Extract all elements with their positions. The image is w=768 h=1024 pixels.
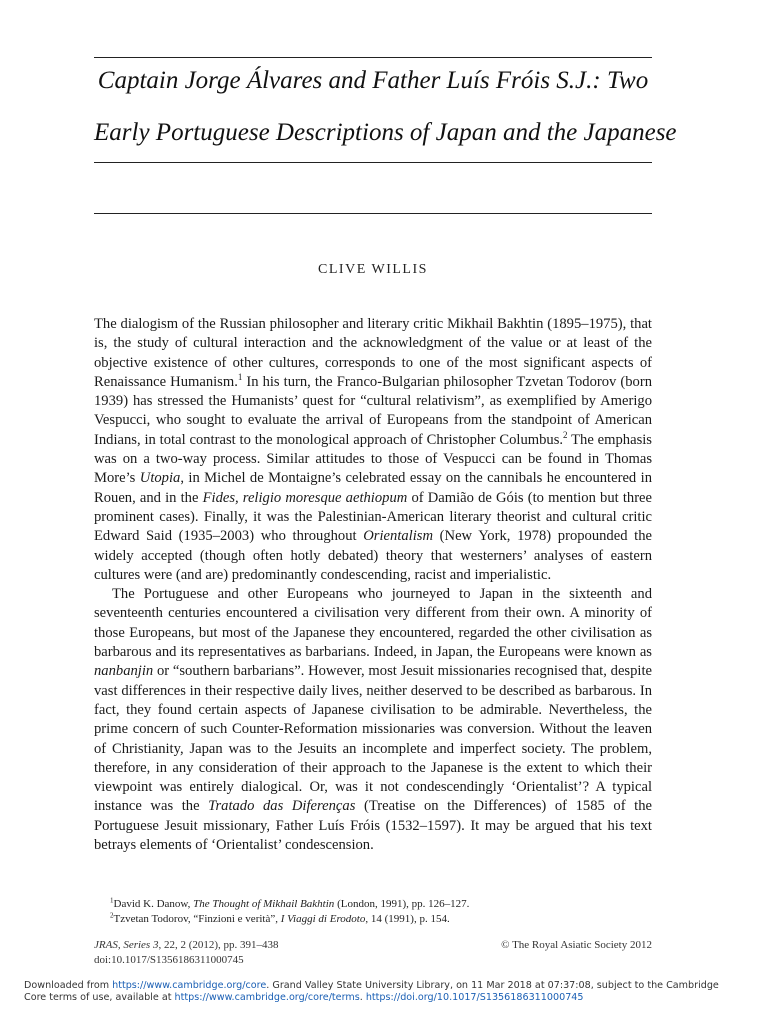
journal-info (94, 938, 279, 968)
download-text-1: Downloaded from (24, 980, 113, 991)
title-tratado: Tratado das Diferenças (208, 798, 356, 815)
footnote-1-title: The Thought of Mikhail Bakhtin (193, 898, 335, 910)
paragraph-2 (94, 585, 652, 855)
term-nanbanjin: nanbanjin (94, 663, 154, 680)
footnote-ref-1[interactable]: 1 (237, 372, 243, 383)
footnote-2-title: I Viaggi di Erodoto (280, 913, 366, 925)
journal-citation (94, 938, 279, 953)
doi-link[interactable]: https://doi.org/10.1017/S1356186311000745 (365, 992, 584, 1003)
footnote-1 (110, 897, 650, 912)
title-fides: Fides, religio moresque aethiopum (202, 489, 408, 506)
para1-text-1: The dialogism of the Russian philosopher and literary critic Mikhail Bakhtin (1895–1975), that is, the study of cultural interaction and the acknowledgment of the value or at least of the objective existence of other cultures, corresponds to one of the most significant aspects of Renaissance Humanism. (94, 316, 652, 390)
cambridge-core-link[interactable]: https://www.cambridge.org/core (112, 980, 267, 991)
copyright-notice: © The Royal Asiatic Society 2012 (501, 939, 652, 951)
para1-text-3: The emphasis was on a two-way process. Similar attitudes to those of Vespucci can be found in Thomas More’s (94, 431, 652, 487)
author-name: CLIVE WILLIS (318, 262, 428, 277)
journal-doi: doi:10.1017/S1356186311000745 (94, 954, 244, 966)
download-text-2: . Grand Valley State University Library, on 11 Mar 2018 at 07:37:08, subject to the Cambridge Core terms of use, available at (24, 980, 719, 1003)
para1-text-6: (New York, 1978) propounded the widely accepted (though often hotly debated) theory that westerners’ analyses of eastern cultures were (and are) predominantly condescending, racist and imperialistic. (94, 528, 652, 583)
article-body (94, 315, 652, 855)
paragraph-1 (94, 315, 652, 585)
para1-text-4: , in Michel de Montaigne’s celebrated essay on the cannibals he encountered in Rouen, and in the (94, 470, 652, 506)
journal-details: , 22, 2 (2012), pp. 391–438 (158, 939, 279, 951)
title-utopia: Utopia (139, 470, 181, 487)
article-title-line-1: Captain Jorge Álvares and Father Luís Fróis S.J.: Two (97, 67, 649, 94)
footnote-1-number: 1 (110, 896, 114, 905)
footnotes (110, 897, 650, 927)
footnote-2-number: 2 (110, 911, 114, 920)
footnote-2-text-1: Tzvetan Todorov, “Finzioni e verità”, (113, 913, 281, 925)
journal-name: JRAS, Series 3 (94, 939, 159, 951)
para2-text-1: The Portuguese and other Europeans who journeyed to Japan in the sixteenth and seventeenth centuries encountered a civilisation very different from their own. A minority of those Europeans, but most of the Japanese they encountered, regarded the other civilisation as barbarous and its representatives as barbarians. Indeed, in Japan, the Europeans were known as (94, 586, 652, 661)
para2-text-2: or “southern barbarians”. However, most Jesuit missionaries recognised that, despite vast differences in their respective daily lives, neither deserved to be described as barbarous. In fact, they found certain aspects of Japanese civilisation to be admirable. Nevertheless, the prime concern of such Counter-Reformation missionaries was conversion. Without the leaven of Christianity, Japan was to the Jesuits an incomplete and imperfect society. The problem, therefore, in any consideration of their approach to the Japanese is the extent to which their viewpoint was entirely dialogical. Or, was it not condescendingly ‘Orientalist’? A typical instance was the (94, 663, 652, 815)
footnote-1-text-2: (London, 1991), pp. 126–127. (334, 898, 470, 910)
title-bottom-rule (94, 162, 652, 163)
footnote-2 (110, 912, 650, 927)
para1-text-5: of Damião de Góis (to mention but three prominent cases). Finally, it was the Palestinian-American literary theorist and cultural critic Edward Said (1935–2003) who throughout (94, 489, 653, 545)
para2-text-3: (Treatise on the Differences) of 1585 of the Portuguese Jesuit missionary, Father Luís Fróis (1532–1597). It may be argued that his text betrays elements of ‘Orientalist’ condescension. (94, 798, 653, 854)
article-title-line-2: Early Portuguese Descriptions of Japan and the Japanese (94, 119, 677, 146)
footnote-ref-2[interactable]: 2 (563, 429, 568, 440)
download-text-3: . (359, 992, 366, 1003)
title-orientalism: Orientalism (363, 528, 433, 545)
header-rule (94, 213, 652, 214)
top-rule (94, 57, 652, 58)
download-notice (24, 980, 744, 1004)
para1-text-2: In his turn, the Franco-Bulgarian philosopher Tzvetan Todorov (born 1939) has stressed the Humanists’ quest for “cultural relativism”, as exemplified by Amerigo Vespucci, who sought to evaluate the arrival of Europeans from the standpoint of American Indians, in total contrast to the monological approach of Christopher Columbus. (94, 373, 652, 448)
footnote-1-text-1: David K. Danow, (113, 898, 194, 910)
terms-link[interactable]: https://www.cambridge.org/core/terms (174, 992, 360, 1003)
footnote-2-text-2: , 14 (1991), p. 154. (365, 913, 450, 925)
